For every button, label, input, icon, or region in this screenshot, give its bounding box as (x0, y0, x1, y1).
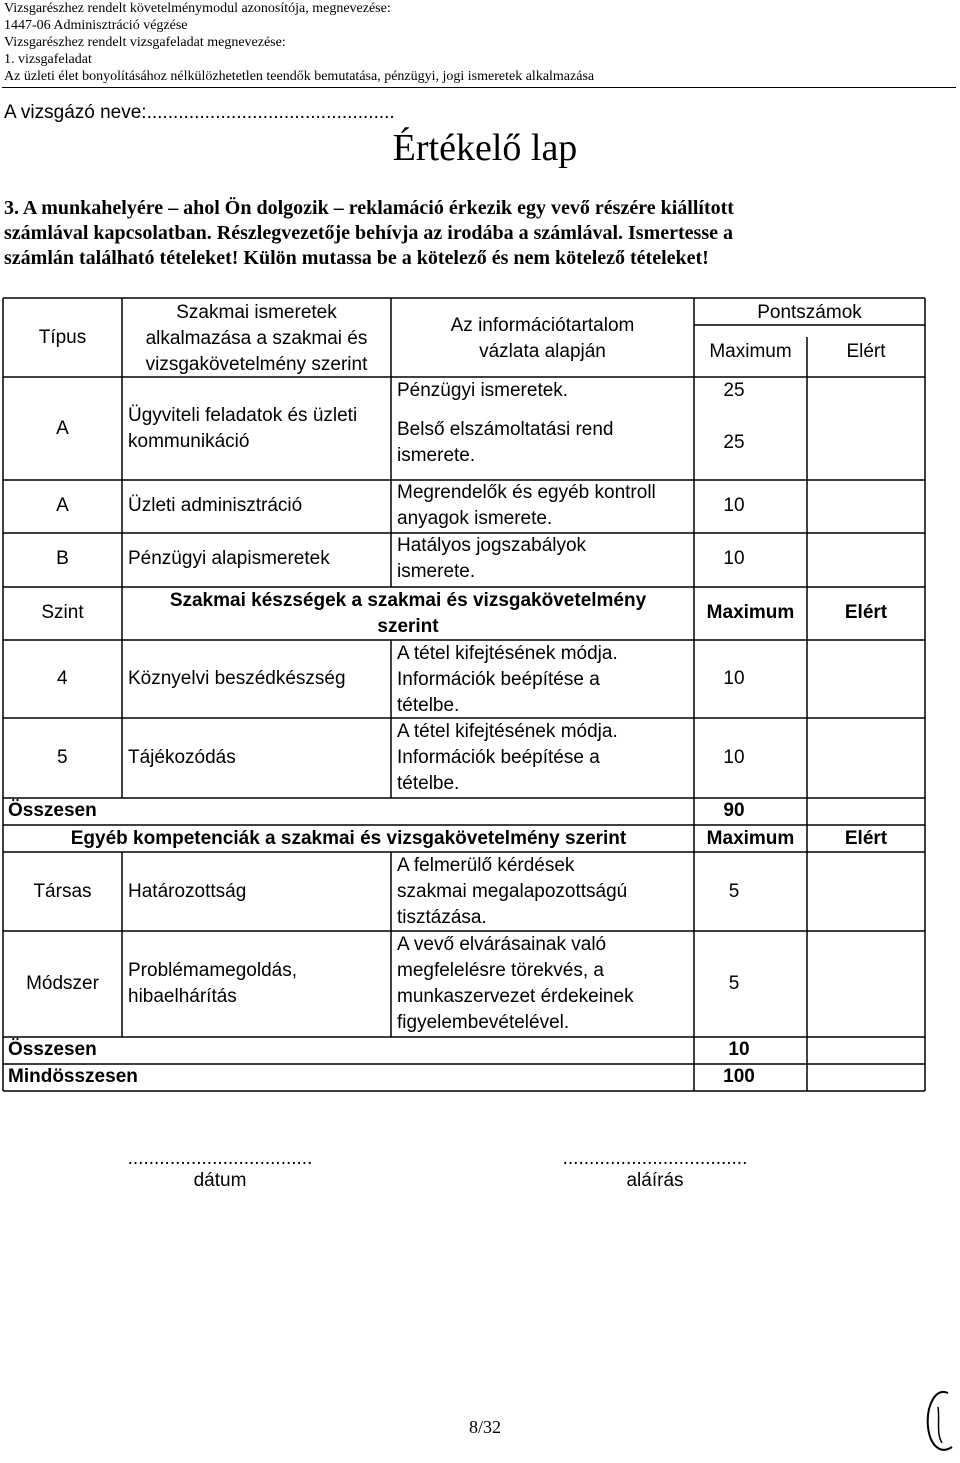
row-max: 5 (728, 973, 740, 994)
page-number: 8/32 (468, 1417, 501, 1437)
row-max: 25 (723, 432, 745, 453)
header-level: Szint (41, 602, 84, 623)
row-content-line: tételbe. (397, 773, 460, 794)
subtotal-value: 90 (723, 800, 745, 821)
header-line: Az üzleti élet bonyolításához nélkülözhetetlen teendők bemutatása, pénzügyi, jogi ismeretek alkalmazása (4, 69, 595, 84)
row-type: 5 (57, 747, 68, 768)
row-knowledge: Üzleti adminisztráció (128, 495, 303, 516)
header-content-line: vázlata alapján (479, 341, 606, 362)
signature-field (520, 1148, 790, 1192)
document-header (4, 0, 954, 85)
examinee-name-field: A vizsgázó neve:............................................... (4, 102, 395, 123)
header-achieved: Elért (846, 341, 886, 362)
header-max: Maximum (709, 341, 792, 362)
row-max: 10 (723, 495, 745, 516)
row-content-line: Megrendelők és egyéb kontroll (397, 482, 656, 503)
row-content-line: Hatályos jogszabályok (397, 535, 587, 556)
row-knowledge: Pénzügyi alapismeretek (128, 548, 330, 569)
row-content-line: ismerete. (397, 561, 476, 582)
row-content-line: Információk beépítése a (397, 747, 600, 768)
row-content-line: tisztázása. (397, 907, 487, 928)
row-max: 5 (728, 881, 740, 902)
row-content-line: figyelembevételével. (397, 1012, 570, 1033)
header-knowledge-line: vizsgakövetelmény szerint (145, 354, 368, 375)
header-line: 1447-06 Adminisztráció végzése (4, 18, 188, 33)
row-content-line: Belső elszámoltatási rend (397, 419, 614, 440)
header-achieved: Elért (844, 828, 888, 849)
grand-total-value: 100 (723, 1066, 755, 1087)
row-content-line: A vevő elvárásainak való (397, 934, 607, 955)
row-content-line: Információk beépítése a (397, 669, 600, 690)
row-content (397, 480, 656, 532)
header-skills (122, 588, 694, 640)
row-competency (128, 958, 297, 1010)
task-line: számlán található tételeket! Külön mutassa be a kötelező és nem kötelező tételeket! (4, 247, 709, 269)
date-dots: ................................... (127, 1148, 313, 1169)
row-type: 4 (57, 668, 68, 689)
date-field (85, 1148, 355, 1192)
row-type: Módszer (26, 973, 99, 994)
row-content-line: anyagok ismerete. (397, 508, 553, 529)
header-content (391, 313, 694, 365)
header-type: Típus (38, 327, 87, 348)
row-skill: Köznyelvi beszédkészség (128, 668, 346, 689)
row-content-line: ismerete. (397, 445, 476, 466)
row-type: B (56, 548, 69, 569)
grand-total-label: Mindösszesen (8, 1066, 138, 1087)
header-knowledge-line: alkalmazása a szakmai és (145, 328, 368, 349)
row-knowledge (128, 403, 357, 455)
row-type: Társas (33, 881, 92, 902)
row-type: A (56, 495, 69, 516)
row-content (397, 641, 618, 719)
header-line: 1. vizsgafeladat (4, 52, 92, 67)
header-line: Vizsgarészhez rendelt követelménymodul azonosítója, megnevezése: (4, 1, 391, 16)
header-skills-line: szerint (377, 616, 439, 637)
row-max: 10 (723, 668, 745, 689)
header-other-competencies: Egyéb kompetenciák a szakmai és vizsgakövetelmény szerint (70, 828, 627, 849)
header-skills-line: Szakmai készségek a szakmai és vizsgakövetelmény (169, 590, 647, 611)
row-content (397, 719, 618, 797)
task-description (4, 196, 954, 271)
signature-dots: ................................... (562, 1148, 748, 1169)
row-max: 10 (723, 548, 745, 569)
row-content-line: A felmerülő kérdések (397, 855, 575, 876)
header-knowledge-line: Szakmai ismeretek (176, 302, 337, 323)
task-line: számlával kapcsolatban. Részlegvezetője behívja az irodába a számlával. Ismertesse a (4, 222, 733, 244)
row-max: 25 (723, 380, 745, 401)
row-content-line: A tétel kifejtésének módja. (397, 721, 618, 742)
header-points: Pontszámok (757, 302, 862, 323)
row-content: Pénzügyi ismeretek. (397, 380, 569, 401)
row-content-line: megfelelésre törekvés, a (397, 960, 604, 981)
row-competency-line: Problémamegoldás, (128, 960, 297, 981)
header-max: Maximum (706, 602, 795, 623)
row-content-line: A tétel kifejtésének módja. (397, 643, 618, 664)
header-max: Maximum (706, 828, 795, 849)
row-competency: Határozottság (128, 881, 247, 902)
subtotal-value: 10 (728, 1039, 750, 1060)
page-title: Értékelő lap (392, 127, 578, 169)
row-content (397, 853, 627, 931)
row-skill: Tájékozódás (128, 747, 236, 768)
task-line: 3. A munkahelyére – ahol Ön dolgozik – reklamáció érkezik egy vevő részére kiállított (4, 197, 734, 219)
row-knowledge-line: kommunikáció (128, 431, 250, 452)
row-content-line: tételbe. (397, 695, 460, 716)
signature-label: aláírás (626, 1170, 684, 1191)
header-knowledge (122, 300, 391, 378)
row-content (397, 533, 586, 585)
subtotal-label: Összesen (8, 1039, 97, 1060)
header-content-line: Az információtartalom (450, 315, 635, 336)
header-divider (2, 87, 956, 88)
row-content (397, 417, 614, 469)
row-type: A (56, 418, 69, 439)
row-competency-line: hibaelhárítás (128, 986, 237, 1007)
header-achieved: Elért (844, 602, 888, 623)
date-label: dátum (193, 1170, 247, 1191)
row-knowledge-line: Ügyviteli feladatok és üzleti (128, 405, 358, 426)
row-content (397, 932, 634, 1036)
header-line: Vizsgarészhez rendelt vizsgafeladat megnevezése: (4, 35, 286, 50)
row-max: 10 (723, 747, 745, 768)
row-content-line: munkaszervezet érdekeinek (397, 986, 634, 1007)
handwritten-initial-icon (918, 1385, 958, 1460)
subtotal-label: Összesen (8, 800, 97, 821)
row-content-line: szakmai megalapozottságú (397, 881, 628, 902)
